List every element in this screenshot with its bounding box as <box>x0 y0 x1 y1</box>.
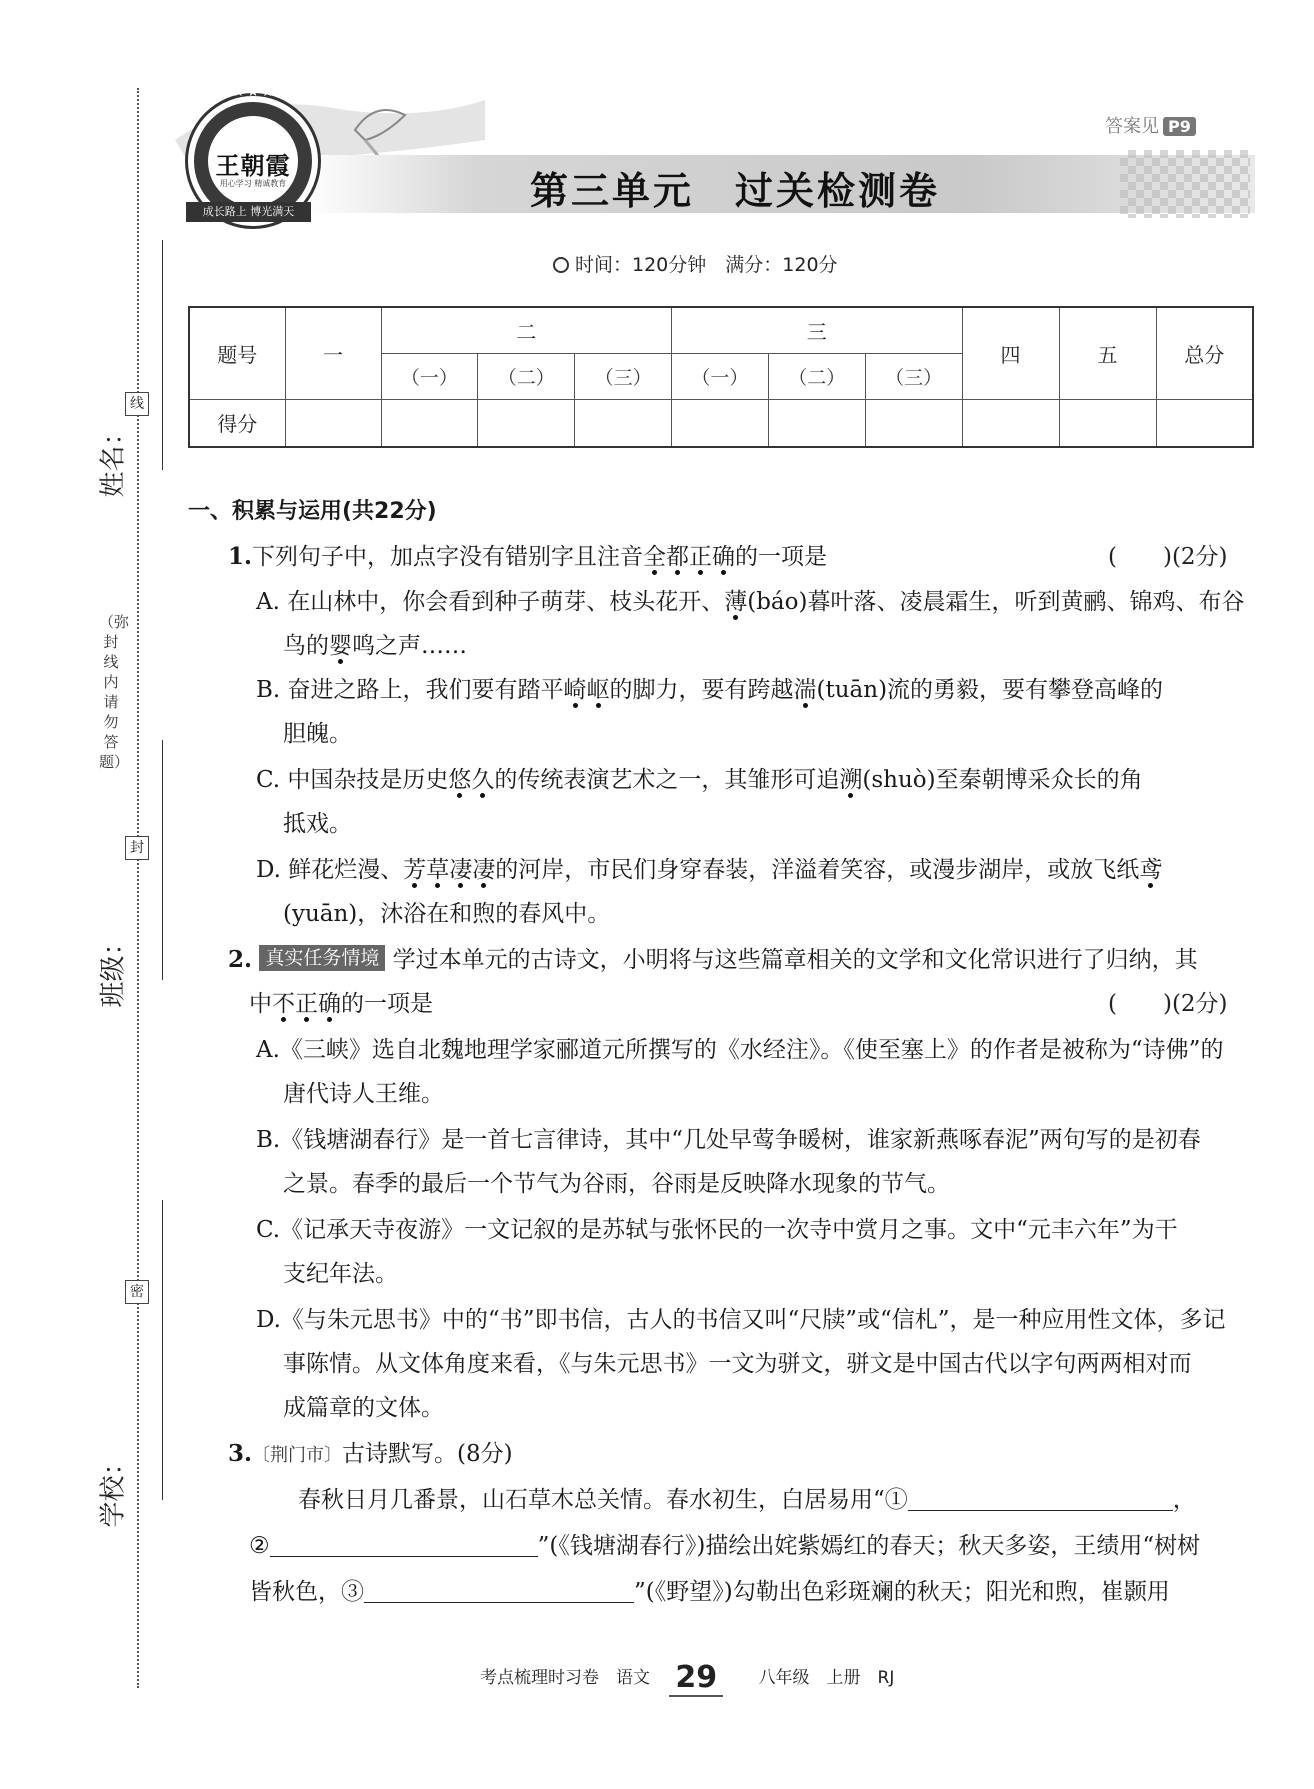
table-col-3: 三 <box>671 307 962 353</box>
dotted-char: 不 <box>272 991 295 1017</box>
dotted-char: 崎 <box>563 677 587 703</box>
q1-c-dotted-2: 溯 <box>839 767 863 793</box>
q1-answer-blank[interactable]: ( )(2分) <box>1108 544 1228 570</box>
q3-source: 〔荆门市〕 <box>252 1445 343 1466</box>
table-col-2: 二 <box>381 307 671 353</box>
table-col-1: 一 <box>285 307 381 399</box>
logo-stars: ★★★★★ <box>217 84 291 100</box>
school-blank[interactable] <box>162 1200 163 1500</box>
q2-option-a-line1: A.《三峡》选自北魏地理学家郦道元所撰写的《水经注》。《使至塞上》的作者是被称为“诗佛”的 <box>256 1037 1224 1063</box>
score-cell[interactable] <box>962 399 1059 447</box>
class-label: 班级： <box>98 929 129 1008</box>
logo-text: 王朝霞 <box>215 151 291 180</box>
dotted-char: 确 <box>712 544 736 570</box>
name-blank[interactable] <box>162 240 163 470</box>
answer-reference <box>1105 112 1196 138</box>
q2-stem-a: 学过本单元的古诗文，小明将与这些篇章相关的文学和文化常识进行了归纳，其 <box>392 947 1198 973</box>
q1-b-dotted-2: 湍 <box>793 677 817 703</box>
score-cell[interactable] <box>768 399 865 447</box>
score-cell[interactable] <box>1156 399 1253 447</box>
score-table <box>188 306 1254 448</box>
q3-line2-text: ”(《钱塘湖春行》)描绘出姹紫嫣红的春天；秋天多姿，王绩用“树树 <box>537 1533 1201 1559</box>
q1-d-dotted-2: 鸢 <box>1139 857 1163 883</box>
q1-d-text: D. 鲜花烂漫、 <box>256 857 404 883</box>
q1-a-dotted: 薄 <box>724 589 748 615</box>
q3-line3-text-a: 皆秋色，③ <box>249 1579 364 1605</box>
q1-a-text: A. 在山林中，你会看到种子萌芽、枝头花开、 <box>256 589 725 615</box>
q2-option-d-line2: 事陈情。从文体角度来看，《与朱元思书》一文为骈文，骈文是中国古代以字句两两相对而 <box>283 1351 1192 1377</box>
q3-line2 <box>249 1524 1200 1568</box>
dotted-char: 草 <box>426 857 450 883</box>
q3-title-text: 古诗默写。(8分) <box>342 1441 513 1467</box>
seal-mark-seal: 封 <box>125 836 149 860</box>
q3-blank-3[interactable] <box>364 1573 634 1603</box>
q1-stem <box>228 535 827 579</box>
q3-blank-2[interactable] <box>270 1527 538 1557</box>
q1-b-text-c: (tuān)流的勇毅，要有攀登高峰的 <box>816 677 1164 703</box>
table-sub-3-1: （一） <box>671 353 768 399</box>
score-cell[interactable] <box>381 399 478 447</box>
time-and-score-info <box>553 250 838 277</box>
table-score-label: 得分 <box>189 399 285 447</box>
table-sub-2-2: （二） <box>478 353 575 399</box>
q1-option-d-line2: (yuān)，沐浴在和煦的春风中。 <box>283 901 611 927</box>
q3-line2-marker: ② <box>249 1533 270 1559</box>
q1-option-b-line2: 胆魄。 <box>283 721 352 747</box>
q2-stem-line2 <box>249 982 433 1026</box>
q3-number: 3. <box>228 1440 253 1467</box>
q1-option-b-line1 <box>256 668 1163 712</box>
seal-mark-dense: 密 <box>125 1280 149 1304</box>
q2-stem-b: 中 <box>249 991 272 1017</box>
q3-line3 <box>249 1570 1170 1614</box>
q1-b-text: B. 奋进之路上，我们要有踏平 <box>256 677 564 703</box>
q2-task-tag: 真实任务情境 <box>259 945 385 971</box>
table-col-4: 四 <box>962 307 1059 399</box>
q3-blank-1[interactable] <box>908 1481 1173 1511</box>
q2-stem-c: 的一项是 <box>341 991 433 1017</box>
score-cell[interactable] <box>575 399 672 447</box>
dotted-char: 确 <box>318 991 341 1017</box>
checker-pattern <box>1120 150 1250 218</box>
dotted-char: 正 <box>295 991 318 1017</box>
footer-right: 八年级 上册 RJ <box>758 1668 895 1688</box>
score-cell[interactable] <box>285 399 381 447</box>
q1-option-d-line1 <box>256 848 1162 892</box>
q1-option-a-line1 <box>256 580 1244 624</box>
time-line-text: 时间：120分钟 满分：120分 <box>575 254 838 276</box>
q1-c-text: C. 中国杂技是历史 <box>256 767 449 793</box>
q3-line1-end: ， <box>1172 1487 1196 1513</box>
dotted-char: 全 <box>643 544 667 570</box>
q1-stem-dotted <box>643 544 735 570</box>
score-cell[interactable] <box>478 399 575 447</box>
binding-dotted-line <box>137 88 139 1688</box>
dotted-char: 正 <box>689 544 713 570</box>
q2-option-c-line1: C.《记承天寺夜游》一文记叙的是苏轼与张怀民的一次寺中赏月之事。文中“元丰六年”为干 <box>256 1217 1178 1243</box>
q1-number: 1. <box>228 543 253 570</box>
q1-stem-a: 下列句子中，加点字没有错别字且注音 <box>252 544 644 570</box>
q3-line1-text: 春秋日月几番景，山石草木总关情。春水初生，白居易用“① <box>298 1487 908 1513</box>
table-sub-2-3: （三） <box>575 353 672 399</box>
q1-c-text-c: (shuò)至秦朝博采众长的角 <box>862 767 1143 793</box>
class-blank[interactable] <box>162 740 163 980</box>
q2-option-a-line2: 唐代诗人王维。 <box>283 1081 444 1107</box>
q2-stem-dotted <box>272 991 341 1017</box>
q1-a2-text: 鸟的 <box>283 633 329 659</box>
table-sub-3-3: （三） <box>865 353 962 399</box>
q1-option-c-line2: 抵戏。 <box>283 811 352 837</box>
q1-c-text-b: 的传统表演艺术之一，其雏形可追 <box>494 767 840 793</box>
name-field[interactable] <box>62 240 129 498</box>
publisher-logo <box>188 84 318 226</box>
logo-banner: 成长路上 博光满天 <box>186 202 311 222</box>
q1-stem-b: 的一项是 <box>735 544 828 570</box>
score-cell[interactable] <box>671 399 768 447</box>
answer-ref-label: 答案见 <box>1105 116 1159 137</box>
q2-option-c-line2: 支纪年法。 <box>283 1261 398 1287</box>
q3-line3-text-b: ”(《野望》)勾勒出色彩斑斓的秋天；阳光和煦，崔颢用 <box>634 1579 1170 1605</box>
seal-mark-line: 线 <box>125 392 149 416</box>
q2-option-d-line3: 成篇章的文体。 <box>283 1395 444 1421</box>
q1-d-text-b: 的河岸，市民们身穿春装，洋溢着笑容，或漫步湖岸，或放飞纸 <box>495 857 1140 883</box>
school-label: 学校： <box>98 1449 129 1528</box>
logo-subtitle: 用心学习 精诚教育 <box>219 179 287 188</box>
dotted-char: 都 <box>666 544 690 570</box>
q1-a2-text-b: 鸣之声…… <box>352 633 467 659</box>
class-field[interactable] <box>62 740 129 1008</box>
answer-ref-page: P9 <box>1163 117 1196 136</box>
q1-b-text-b: 的脚力，要有跨越 <box>609 677 794 703</box>
school-field[interactable] <box>62 1200 129 1528</box>
footer-left: 考点梳理时习卷 语文 <box>480 1668 650 1688</box>
clock-icon <box>553 257 569 273</box>
q2-option-d-line1: D.《与朱元思书》中的“书”即书信，古人的书信又叫“尺牍”或“信札”，是一种应用性文体，多记 <box>256 1307 1226 1333</box>
name-label: 姓名： <box>98 419 129 498</box>
dotted-char: 凄 <box>472 857 496 883</box>
page-number: 29 <box>669 1660 723 1697</box>
table-header-label: 题号 <box>189 307 285 399</box>
q3-title <box>228 1432 513 1478</box>
q2-stem-line1 <box>228 938 1198 982</box>
table-sub-3-2: （二） <box>768 353 865 399</box>
q3-line1 <box>298 1478 1196 1522</box>
binding-note-text: （弥封线内请勿答题） <box>99 613 130 771</box>
q2-number: 2. <box>228 946 253 973</box>
q2-option-b-line1: B.《钱塘湖春行》是一首七言律诗，其中“几处早莺争暖树，谁家新燕啄春泥”两句写的是初春 <box>256 1127 1201 1153</box>
page-footer <box>480 1660 894 1695</box>
page-title: 第三单元 过关检测卷 <box>529 169 940 213</box>
section-1-title: 一、积累与运用(共22分) <box>188 499 437 524</box>
table-sub-2-1: （一） <box>381 353 478 399</box>
dotted-char: 久 <box>471 767 495 793</box>
q1-a-text-b: (báo)暮叶落、凌晨霜生，听到黄鹂、锦鸡、布谷 <box>747 589 1245 615</box>
table-col-total: 总分 <box>1156 307 1253 399</box>
score-cell[interactable] <box>865 399 962 447</box>
dotted-char: 岖 <box>586 677 610 703</box>
dotted-char: 悠 <box>448 767 472 793</box>
q1-option-a-line2 <box>283 624 467 668</box>
q2-answer-blank[interactable]: ( )(2分) <box>1108 991 1228 1017</box>
score-cell[interactable] <box>1059 399 1156 447</box>
dotted-char: 芳 <box>403 857 427 883</box>
q1-option-c-line1 <box>256 758 1143 802</box>
q1-a2-dotted: 婴 <box>329 633 352 659</box>
logo-inner <box>208 116 298 206</box>
dotted-char: 凄 <box>449 857 473 883</box>
table-col-5: 五 <box>1059 307 1156 399</box>
q2-option-b-line2: 之景。春季的最后一个节气为谷雨，谷雨是反映降水现象的节气。 <box>283 1171 950 1197</box>
